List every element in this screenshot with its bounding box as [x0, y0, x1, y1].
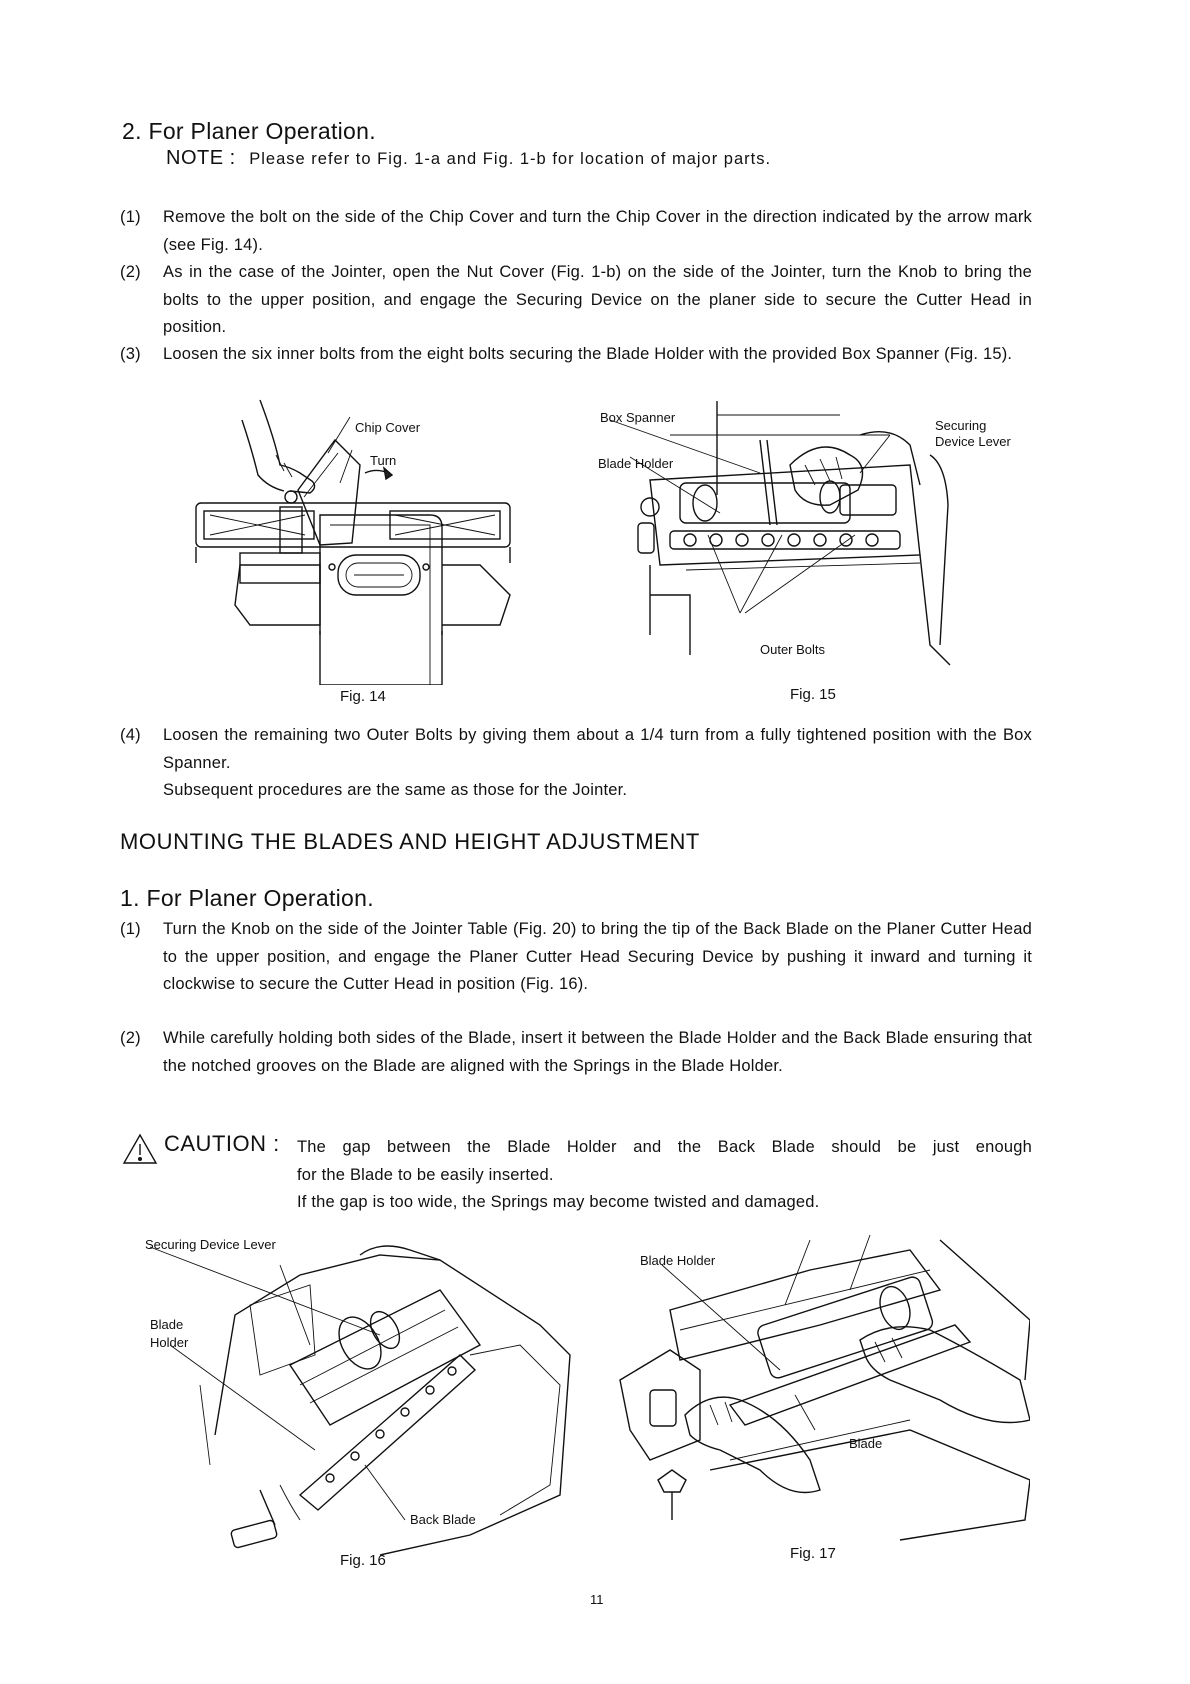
fig16-label-holder: Holder: [150, 1335, 189, 1350]
caution-line: If the gap is too wide, the Springs may become twisted and damaged.: [297, 1193, 820, 1211]
warning-triangle-icon: [122, 1133, 158, 1165]
item-number: (3): [120, 345, 141, 363]
fig15-label-device-lever: Device Lever: [935, 434, 1011, 449]
fig16-label-blade: Blade: [150, 1317, 184, 1332]
fig16-label-back-blade: Back Blade: [410, 1512, 476, 1527]
fig15-label-outer-bolts: Outer Bolts: [760, 642, 826, 657]
item-number: (2): [120, 263, 141, 281]
section-heading: 2. For Planer Operation.: [122, 118, 376, 144]
caution-label: CAUTION :: [164, 1131, 280, 1156]
item-text: Remove the bolt on the side of the Chip Cover and turn the Chip Cover in the direction indicated by the arrow mark (see Fig. 14).: [163, 208, 1032, 254]
item-text: Loosen the six inner bolts from the eight bolts securing the Blade Holder with the provided Box Spanner (Fig. 15).: [163, 345, 1013, 363]
item-number: (2): [120, 1029, 141, 1047]
fig17-label-blade: Blade: [849, 1436, 883, 1451]
fig15-label-box-spanner: Box Spanner: [600, 410, 676, 425]
fig15-caption: Fig. 15: [790, 686, 836, 703]
section-title: MOUNTING THE BLADES AND HEIGHT ADJUSTMENT: [120, 829, 700, 854]
note-text: Please refer to Fig. 1-a and Fig. 1-b for location of major parts.: [249, 150, 772, 168]
fig14-caption: Fig. 14: [340, 688, 386, 705]
fig15-label-securing: Securing: [935, 418, 987, 433]
fig14-label-turn: Turn: [370, 453, 397, 468]
item-text: As in the case of the Jointer, open the Nut Cover (Fig. 1-b) on the side of the Jointer, turn the Knob to bring the bolts to the upper position, and engage the Securing Device on the planer side to secure the Cutter Head in position.: [163, 263, 1032, 336]
item-number: (1): [120, 208, 141, 226]
fig17-illustration: [610, 1230, 1030, 1550]
caution-line: for the Blade to be easily inserted.: [297, 1165, 554, 1184]
fig16-illustration: [140, 1235, 580, 1565]
caution-line: The gap between the Blade Holder and the Back Blade should be just enough: [297, 1138, 1032, 1156]
note: [166, 147, 771, 170]
item-number: (1): [120, 920, 141, 938]
fig17-caption: Fig. 17: [790, 1545, 836, 1562]
item-text: Loosen the remaining two Outer Bolts by giving them about a 1/4 turn from a fully tightened position with the Box Spanner.: [163, 726, 1032, 772]
fig14-illustration: [180, 395, 540, 685]
item-text: Turn the Knob on the side of the Jointer Table (Fig. 20) to bring the tip of the Back Blade on the Planer Cutter Head to the upper position, and engage the Planer Cutter Head Securing Device by pushing it inward and turning it clockwise to secure the Cutter Head in position (Fig. 16).: [163, 920, 1032, 993]
fig16-caption: Fig. 16: [340, 1552, 386, 1569]
caution-text: [297, 1134, 1032, 1217]
subsequent-note: Subsequent procedures are the same as those for the Jointer.: [163, 781, 628, 799]
page-number: 11: [590, 1592, 604, 1607]
fig14-label-chip-cover: Chip Cover: [355, 420, 421, 435]
fig16-label-securing-device-lever: Securing Device Lever: [145, 1237, 276, 1252]
item-number: (4): [120, 726, 141, 744]
fig15-label-blade-holder: Blade Holder: [598, 456, 674, 471]
section-heading: 1. For Planer Operation.: [120, 885, 374, 911]
fig15-illustration: [590, 395, 970, 675]
item-text: While carefully holding both sides of the Blade, insert it between the Blade Holder and the Back Blade ensuring that the notched grooves on the Blade are aligned with the Springs in the Blade Holder.: [163, 1029, 1032, 1075]
note-label: NOTE :: [166, 147, 236, 169]
fig17-label-blade-holder: Blade Holder: [640, 1253, 716, 1268]
